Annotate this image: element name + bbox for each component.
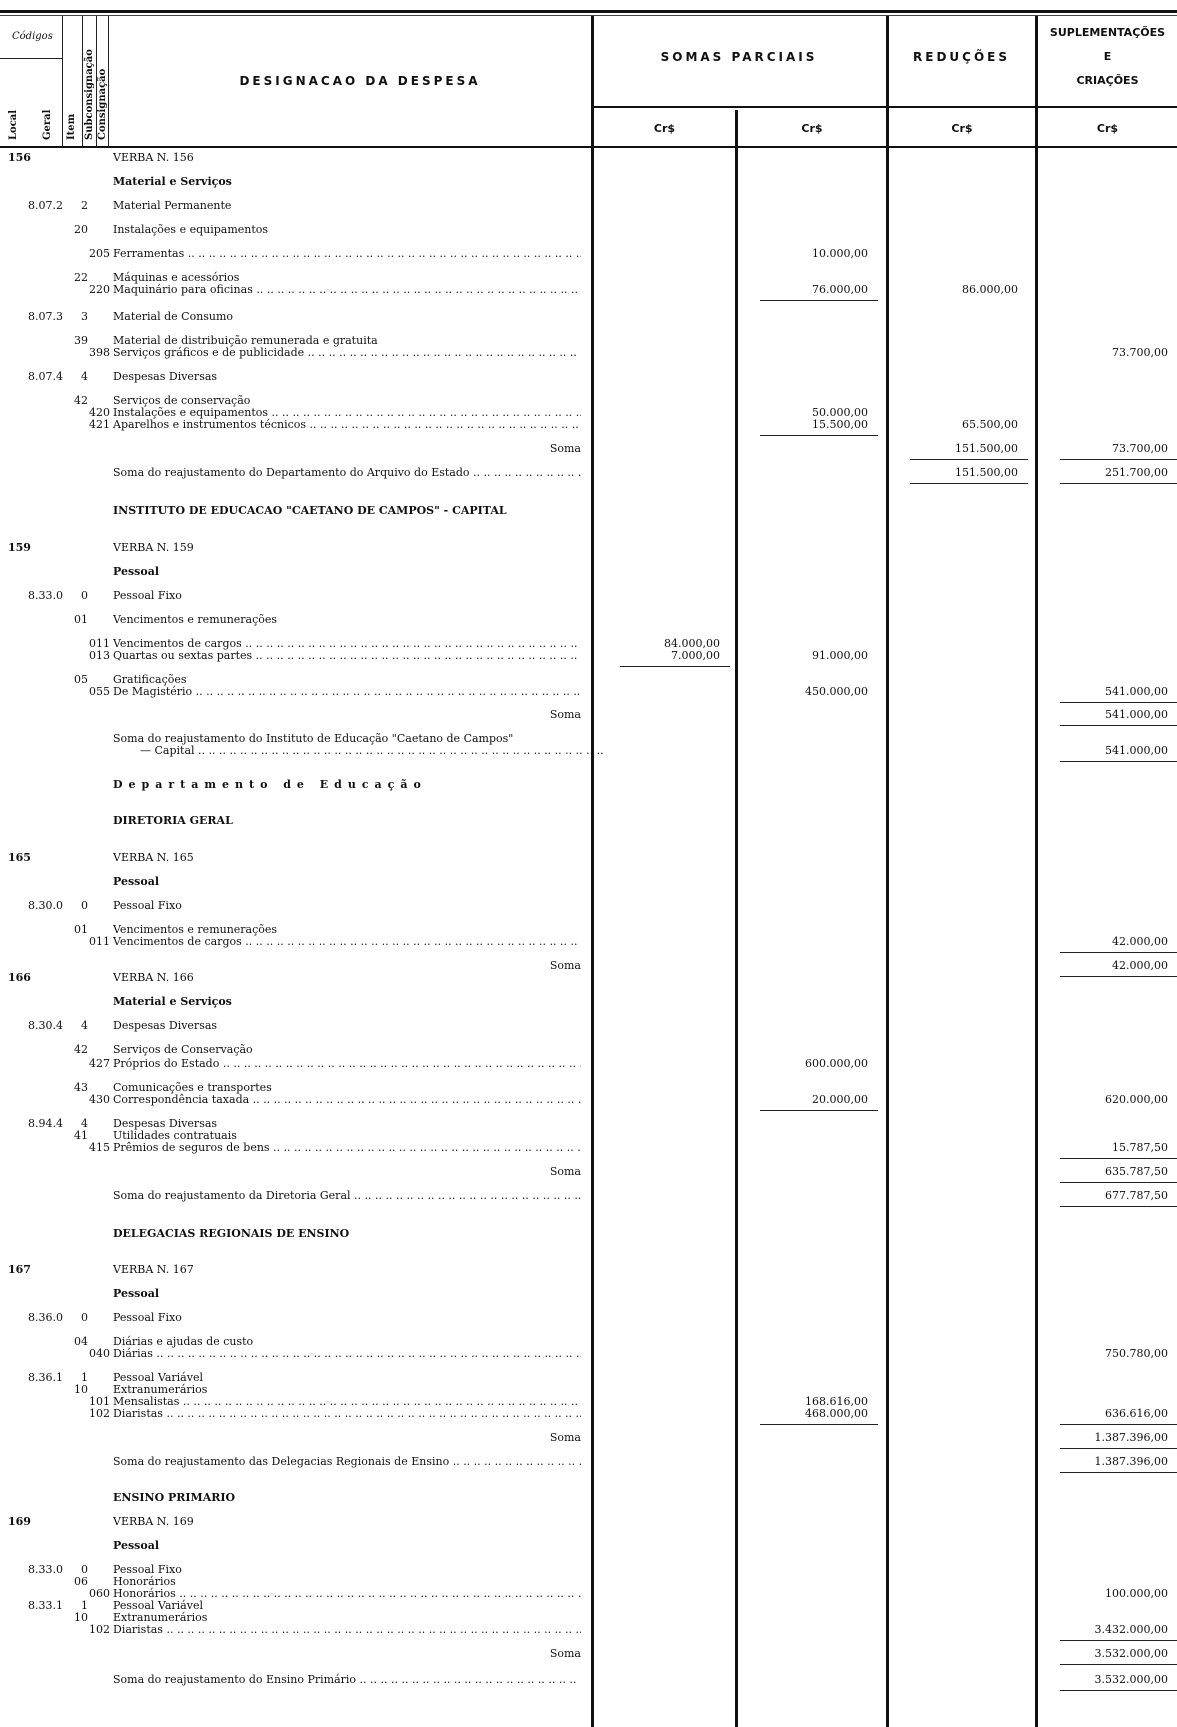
row-description: VERBA N. 159 <box>113 541 194 554</box>
sub-code: 10 <box>74 1611 88 1624</box>
row-description: Despesas Diversas <box>113 1117 218 1130</box>
partial-sum-2: 50.000,00 <box>812 406 868 419</box>
table-row <box>0 370 1177 384</box>
row-description: Pessoal Variável <box>113 1371 203 1384</box>
row-description: Mensalistas .. .. <box>113 1395 581 1409</box>
row-description: Pessoal <box>113 875 160 888</box>
row-description: Soma do reajustamento do Instituto de Educação "Caetano de Campos" <box>113 732 514 745</box>
table-row <box>0 1093 1177 1107</box>
geral-code: 8.94.4 <box>28 1117 63 1130</box>
header-mid-rule <box>591 106 1177 108</box>
partial-sum-2: 168.616,00 <box>805 1395 868 1408</box>
row-description: DIRETORIA GERAL <box>113 814 233 827</box>
sub-code: 01 <box>74 613 88 626</box>
sub-code: 2 <box>81 199 88 212</box>
table-row <box>0 1263 1177 1277</box>
sub-code: 0 <box>81 899 88 912</box>
row-description: Material Permanente <box>113 199 232 212</box>
table-row <box>0 175 1177 189</box>
table-row <box>0 1407 1177 1421</box>
sub-code: 4 <box>81 1117 88 1130</box>
item-code: 102 <box>89 1407 110 1420</box>
row-description: Vencimentos e remunerações <box>113 923 278 936</box>
table-row <box>0 151 1177 165</box>
table-row <box>0 708 1177 722</box>
row-description: Soma do reajustamento da Diretoria Geral .. .. <box>113 1189 581 1203</box>
partial-sum-2: 91.000,00 <box>812 649 868 662</box>
sub-code: 41 <box>74 1129 88 1142</box>
row-description: VERBA N. 165 <box>113 851 194 864</box>
row-description: Utilidades contratuais <box>113 1129 237 1142</box>
sum-underline <box>1060 1448 1177 1449</box>
table-row <box>0 814 1177 828</box>
table-row <box>0 466 1177 480</box>
subconsignacao-label: Subconsignação <box>84 49 95 140</box>
partial-sum-1: 7.000,00 <box>671 649 720 662</box>
table-row <box>0 223 1177 237</box>
table-row <box>0 1647 1177 1661</box>
sum-underline <box>1060 1640 1177 1641</box>
geral-code: 8.36.1 <box>28 1371 63 1384</box>
row-description: Pessoal Fixo <box>113 899 182 912</box>
geral-code: 8.33.0 <box>28 589 63 602</box>
codigos-rule <box>0 58 62 59</box>
geral-code: 8.30.4 <box>28 1019 63 1032</box>
table-row <box>0 1287 1177 1301</box>
row-description: VERBA N. 166 <box>113 971 194 984</box>
table-row <box>0 899 1177 913</box>
suplementacao-value: 100.000,00 <box>1105 1587 1168 1600</box>
row-description: Instalações e equipamentos .. .. <box>113 406 581 420</box>
sub-code: 43 <box>74 1081 88 1094</box>
row-description: Honorários .. .. <box>113 1587 581 1601</box>
row-description: Soma <box>549 959 581 972</box>
table-row <box>0 685 1177 699</box>
partial-sum-2: 76.000,00 <box>812 283 868 296</box>
row-description: Ferramentas .. .. <box>113 247 581 261</box>
row-description: Instalações e equipamentos <box>113 223 269 236</box>
suplementacao-value: 42.000,00 <box>1112 935 1168 948</box>
row-description: Diárias .. .. <box>113 1347 581 1361</box>
suplementacao-value: 251.700,00 <box>1105 466 1168 479</box>
item-code: 011 <box>89 935 110 948</box>
col-sep-geral <box>82 16 83 146</box>
row-description: Quartas ou sextas partes .. .. <box>113 649 581 663</box>
suplementacao-value: 636.616,00 <box>1105 1407 1168 1420</box>
suplementacoes-header-3: CRIAÇÕES <box>1076 74 1139 87</box>
suplementacao-value: 3.532.000,00 <box>1094 1647 1168 1660</box>
row-description: Pessoal Fixo <box>113 589 182 602</box>
row-description: Departamento de Educação <box>113 778 427 791</box>
row-description: Comunicações e transportes <box>113 1081 272 1094</box>
table-row <box>0 565 1177 579</box>
somas-parciais-header: SOMAS PARCIAIS <box>660 50 818 64</box>
sub-code: 01 <box>74 923 88 936</box>
item-code: 040 <box>89 1347 110 1360</box>
row-description: Despesas Diversas <box>113 1019 218 1032</box>
sum-underline <box>760 1110 878 1111</box>
sum-underline <box>1060 483 1177 484</box>
item-code: 415 <box>89 1141 110 1154</box>
row-description: Material e Serviços <box>113 175 232 188</box>
item-label: Item <box>66 113 77 140</box>
suplementacao-value: 42.000,00 <box>1112 959 1168 972</box>
table-row <box>0 1043 1177 1057</box>
table-row <box>0 283 1177 297</box>
table-row <box>0 589 1177 603</box>
sub-code: 05 <box>74 673 88 686</box>
row-description: Soma <box>549 1431 581 1444</box>
sum-underline <box>1060 1472 1177 1473</box>
row-description: Pessoal Variável <box>113 1599 203 1612</box>
row-description: Serviços de conservação <box>113 394 251 407</box>
row-description: Material e Serviços <box>113 995 232 1008</box>
suplementacao-value: 541.000,00 <box>1105 685 1168 698</box>
reducao-value: 86.000,00 <box>962 283 1018 296</box>
local-code: 156 <box>8 151 31 164</box>
row-description: Diaristas .. .. <box>113 1623 581 1637</box>
item-code: 420 <box>89 406 110 419</box>
table-row <box>0 504 1177 518</box>
geral-code: 8.36.0 <box>28 1311 63 1324</box>
item-code: 421 <box>89 418 110 431</box>
item-code: 013 <box>89 649 110 662</box>
suplementacao-value: 73.700,00 <box>1112 346 1168 359</box>
reducao-value: 151.500,00 <box>955 466 1018 479</box>
partial-sum-2: 20.000,00 <box>812 1093 868 1106</box>
row-description: VERBA N. 156 <box>113 151 194 164</box>
row-description: Diaristas .. .. <box>113 1407 581 1421</box>
row-description: Soma <box>549 708 581 721</box>
row-description: Material de distribuição remunerada e gratuita <box>113 334 378 347</box>
partial-sum-2: 468.000,00 <box>805 1407 868 1420</box>
col-sep-sub <box>108 16 109 146</box>
local-code: 165 <box>8 851 31 864</box>
table-row <box>0 995 1177 1009</box>
row-description: Aparelhos e instrumentos técnicos .. .. <box>113 418 581 432</box>
partial-sum-2: 450.000,00 <box>805 685 868 698</box>
sub-code: 42 <box>74 1043 88 1056</box>
sub-code: 4 <box>81 370 88 383</box>
sub-code: 10 <box>74 1383 88 1396</box>
geral-code: 8.33.0 <box>28 1563 63 1576</box>
reducao-value: 151.500,00 <box>955 442 1018 455</box>
table-row <box>0 1189 1177 1203</box>
sub-code: 1 <box>81 1371 88 1384</box>
top-rule <box>0 10 1177 13</box>
table-row <box>0 1623 1177 1637</box>
sub-code: 3 <box>81 310 88 323</box>
table-row <box>0 1227 1177 1241</box>
suplementacao-value: 1.387.396,00 <box>1094 1455 1168 1468</box>
row-description: Soma <box>549 1165 581 1178</box>
row-description: Material de Consumo <box>113 310 234 323</box>
suplementacao-value: 3.532.000,00 <box>1094 1673 1168 1686</box>
item-code: 430 <box>89 1093 110 1106</box>
sub-code: 42 <box>74 394 88 407</box>
row-description: VERBA N. 169 <box>113 1515 194 1528</box>
sum-underline <box>760 1424 878 1425</box>
local-code: 167 <box>8 1263 31 1276</box>
table-row <box>0 1347 1177 1361</box>
row-description: Máquinas e acessórios <box>113 271 240 284</box>
table-row <box>0 1057 1177 1071</box>
row-description: VERBA N. 167 <box>113 1263 194 1276</box>
codigos-label: Códigos <box>12 31 53 42</box>
reducoes-header: REDUÇÕES <box>913 50 1010 64</box>
partial-sum-2: 10.000,00 <box>812 247 868 260</box>
row-description: INSTITUTO DE EDUCACAO "CAETANO DE CAMPOS" - CAPITAL <box>113 504 507 517</box>
table-row <box>0 1539 1177 1553</box>
suplementacao-value: 677.787,50 <box>1105 1189 1168 1202</box>
local-code: 159 <box>8 541 31 554</box>
row-description: Pessoal <box>113 1287 160 1300</box>
item-code: 101 <box>89 1395 110 1408</box>
sub-code: 06 <box>74 1575 88 1588</box>
row-description: Soma do reajustamento do Departamento do Arquivo do Estado .. .. <box>113 466 581 480</box>
row-description: Extranumerários <box>113 1611 208 1624</box>
table-row <box>0 851 1177 865</box>
row-description: DELEGACIAS REGIONAIS DE ENSINO <box>113 1227 350 1240</box>
row-description: Honorários <box>113 1575 176 1588</box>
sub-code: 39 <box>74 334 88 347</box>
sub-code: 04 <box>74 1335 88 1348</box>
table-row <box>0 1165 1177 1179</box>
geral-code: 8.07.3 <box>28 310 63 323</box>
geral-code: 8.07.4 <box>28 370 63 383</box>
suplementacao-value: 3.432.000,00 <box>1094 1623 1168 1636</box>
sum-underline <box>1060 1182 1177 1183</box>
sum-underline <box>760 300 878 301</box>
sum-underline <box>620 666 730 667</box>
sum-underline <box>1060 459 1177 460</box>
item-code: 205 <box>89 247 110 260</box>
partial-sum-2: 15.500,00 <box>812 418 868 431</box>
sum-underline <box>1060 1424 1177 1425</box>
sum-underline <box>1060 1158 1177 1159</box>
row-description: Maquinário para oficinas .. .. <box>113 283 581 297</box>
table-row <box>0 1455 1177 1469</box>
row-description: Soma do reajustamento das Delegacias Regionais de Ensino .. .. <box>113 1455 581 1469</box>
suplementacao-value: 750.780,00 <box>1105 1347 1168 1360</box>
table-row <box>0 1019 1177 1033</box>
table-row <box>0 247 1177 261</box>
sum-underline <box>1060 1664 1177 1665</box>
item-code: 220 <box>89 283 110 296</box>
row-description: Vencimentos e remunerações <box>113 613 278 626</box>
row-description: Correspondência taxada .. .. <box>113 1093 581 1107</box>
row-description: Pessoal <box>113 565 160 578</box>
table-row <box>0 744 1177 758</box>
table-row <box>0 613 1177 627</box>
table-row <box>0 875 1177 889</box>
item-code: 427 <box>89 1057 110 1070</box>
table-row <box>0 1491 1177 1505</box>
row-description: Serviços de Conservação <box>113 1043 253 1056</box>
item-code: 055 <box>89 685 110 698</box>
top-rule-thin <box>0 15 1177 16</box>
currency-col-4: Cr$ <box>1096 122 1119 135</box>
sum-underline <box>760 435 878 436</box>
sub-code: 1 <box>81 1599 88 1612</box>
currency-col-3: Cr$ <box>951 122 973 135</box>
partial-sum-1: 84.000,00 <box>664 637 720 650</box>
suplementacoes-header-2: E <box>1103 50 1112 63</box>
table-row <box>0 1515 1177 1529</box>
suplementacao-value: 15.787,50 <box>1112 1141 1168 1154</box>
table-row <box>0 418 1177 432</box>
row-description: Extranumerários <box>113 1383 208 1396</box>
row-description: ENSINO PRIMARIO <box>113 1491 236 1504</box>
sum-underline <box>1060 761 1177 762</box>
sum-underline <box>1060 725 1177 726</box>
row-description: Pessoal Fixo <box>113 1563 182 1576</box>
table-row <box>0 1311 1177 1325</box>
row-description: Vencimentos de cargos .. .. <box>113 637 581 651</box>
suplementacao-value: 1.387.396,00 <box>1094 1431 1168 1444</box>
suplementacao-value: 620.000,00 <box>1105 1093 1168 1106</box>
sub-code: 4 <box>81 1019 88 1032</box>
reducao-value: 65.500,00 <box>962 418 1018 431</box>
table-row <box>0 346 1177 360</box>
sum-underline <box>910 459 1028 460</box>
sub-code: 0 <box>81 1311 88 1324</box>
table-row <box>0 442 1177 456</box>
sum-underline <box>1060 702 1177 703</box>
sub-code: 0 <box>81 589 88 602</box>
sum-underline <box>1060 952 1177 953</box>
col-sep-local <box>62 16 63 146</box>
local-code: 166 <box>8 971 31 984</box>
sub-code: 0 <box>81 1563 88 1576</box>
row-description: Diárias e ajudas de custo <box>113 1335 254 1348</box>
row-description: Soma do reajustamento do Ensino Primário .. .. <box>113 1673 581 1687</box>
sum-underline <box>910 483 1028 484</box>
table-row <box>0 1673 1177 1687</box>
item-code: 398 <box>89 346 110 359</box>
row-description: Soma <box>549 1647 581 1660</box>
row-description: Prêmios de seguros de bens .. .. <box>113 1141 581 1155</box>
table-row <box>0 935 1177 949</box>
sum-underline <box>1060 1206 1177 1207</box>
sum-underline <box>1060 1690 1177 1691</box>
local-code: 169 <box>8 1515 31 1528</box>
table-row <box>0 1141 1177 1155</box>
table-row <box>0 199 1177 213</box>
currency-col-2: Cr$ <box>801 122 823 135</box>
geral-code: 8.33.1 <box>28 1599 63 1612</box>
currency-col-1: Cr$ <box>653 122 676 135</box>
sub-code: 20 <box>74 223 88 236</box>
suplementacao-value: 635.787,50 <box>1105 1165 1168 1178</box>
row-description: Despesas Diversas <box>113 370 218 383</box>
row-description: Pessoal <box>113 1539 160 1552</box>
row-description: De Magistério .. .. <box>113 685 581 699</box>
table-row <box>0 971 1177 985</box>
geral-code: 8.30.0 <box>28 899 63 912</box>
consignacao-label: Consignação <box>97 68 108 140</box>
suplementacao-value: 541.000,00 <box>1105 708 1168 721</box>
item-code: 011 <box>89 637 110 650</box>
designacao-header: DESIGNACAO DA DESPESA <box>239 74 481 88</box>
row-description: Vencimentos de cargos .. .. <box>113 935 581 949</box>
table-row <box>0 310 1177 324</box>
item-code: 060 <box>89 1587 110 1600</box>
row-description: — Capital .. .. <box>140 744 608 758</box>
geral-label: Geral <box>42 109 53 140</box>
row-description: Soma <box>549 442 581 455</box>
partial-sum-2: 600.000,00 <box>805 1057 868 1070</box>
table-row <box>0 541 1177 555</box>
item-code: 102 <box>89 1623 110 1636</box>
geral-code: 8.07.2 <box>28 199 63 212</box>
row-description: Próprios do Estado .. .. <box>113 1057 581 1071</box>
table-row <box>0 1431 1177 1445</box>
suplementacao-value: 541.000,00 <box>1105 744 1168 757</box>
table-row <box>0 649 1177 663</box>
local-label: Local <box>8 109 19 140</box>
sub-code: 22 <box>74 271 88 284</box>
row-description: Serviços gráficos e de publicidade .. .. <box>113 346 581 360</box>
row-description: Pessoal Fixo <box>113 1311 182 1324</box>
row-description: Gratificações <box>113 673 187 686</box>
table-row <box>0 778 1177 792</box>
header-bottom-rule <box>0 146 1177 148</box>
suplementacao-value: 73.700,00 <box>1112 442 1168 455</box>
suplementacoes-header-1: SUPLEMENTAÇÕES <box>1049 26 1166 39</box>
